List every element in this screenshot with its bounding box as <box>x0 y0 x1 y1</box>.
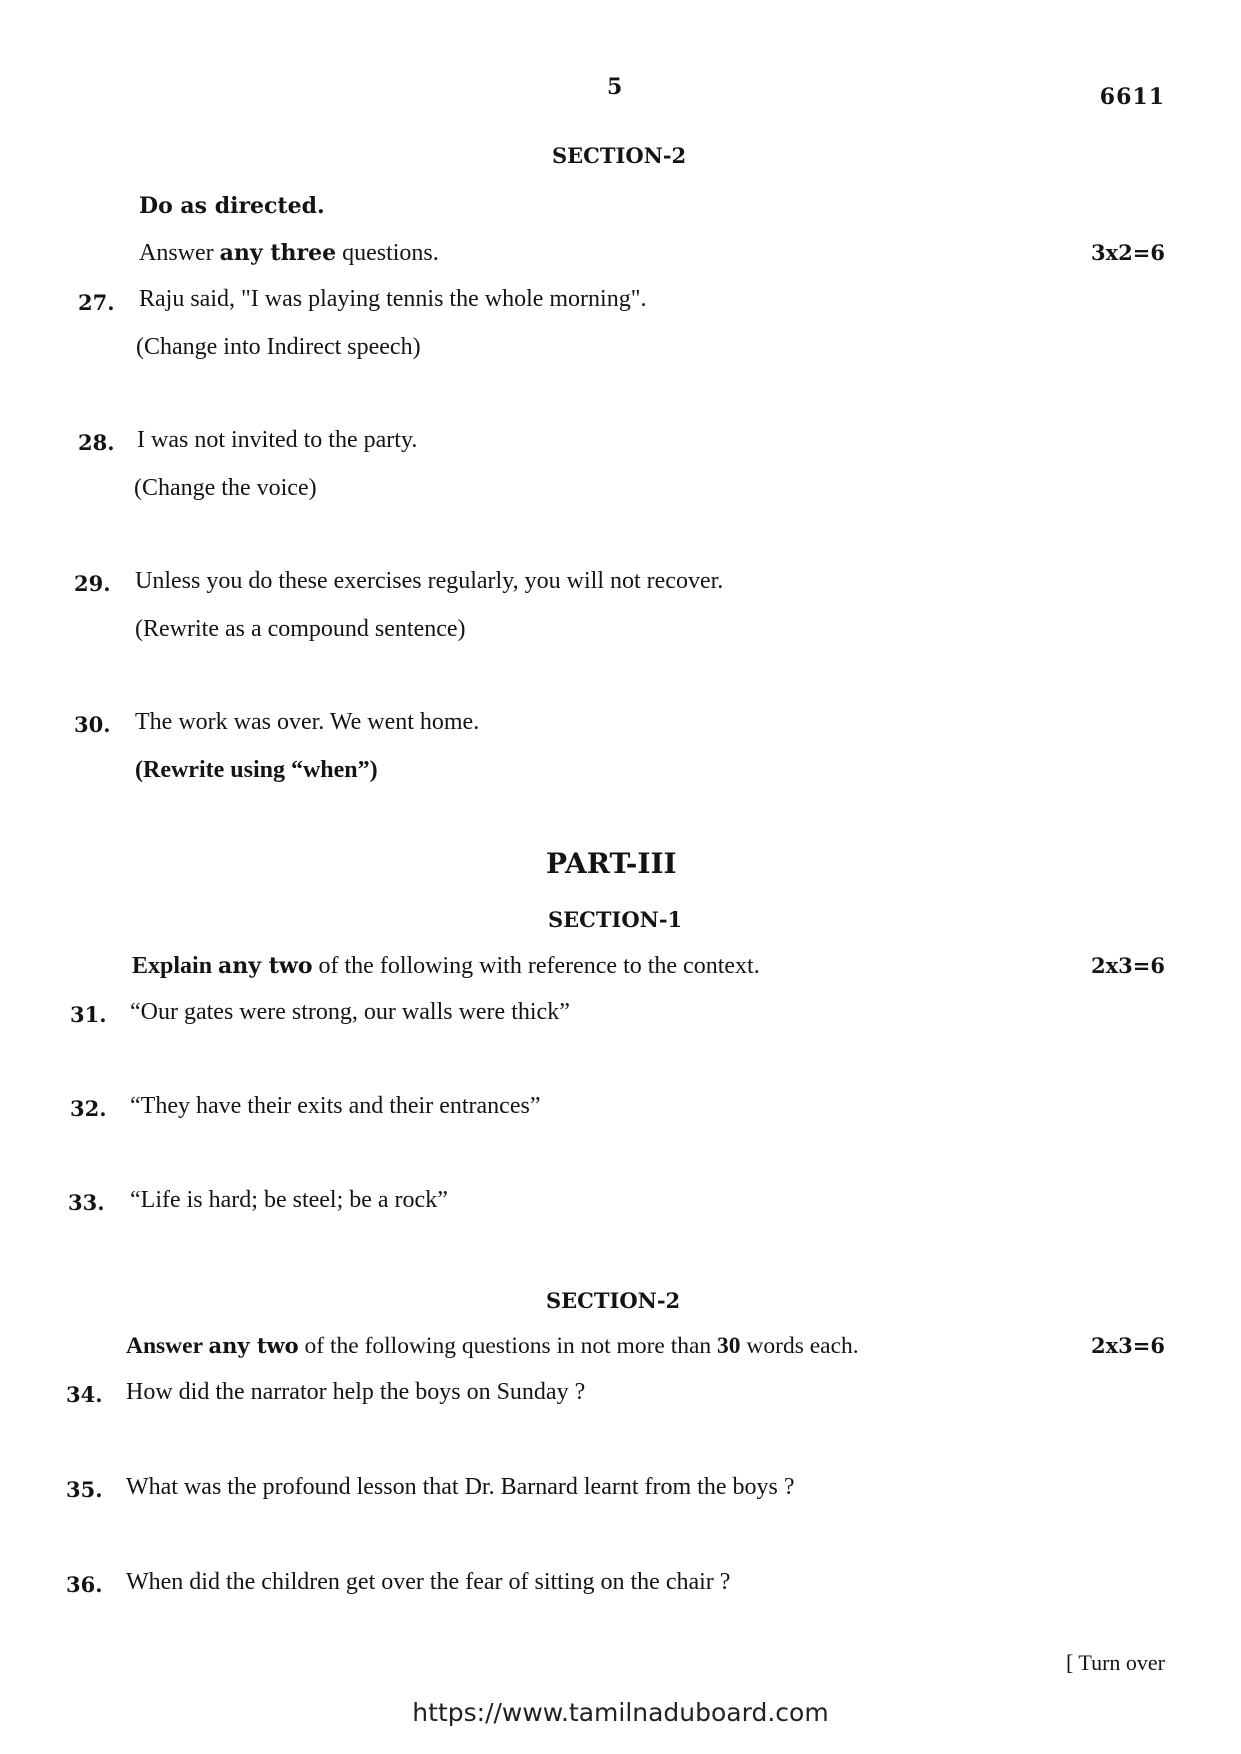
question-note: (Rewrite as a compound sentence) <box>135 616 466 642</box>
instruction-post: words each. <box>740 1333 859 1359</box>
question-number: 29. <box>74 571 111 596</box>
instruction-pre: Answer <box>139 240 220 266</box>
instruction-text <box>139 240 439 267</box>
section-title: SECTION-2 <box>546 1288 681 1313</box>
instruction-word-limit: 30 <box>717 1333 741 1359</box>
instruction-mid: of the following questions in not more than <box>298 1333 718 1359</box>
marks: 3x2=6 <box>1091 240 1165 265</box>
question-note: (Rewrite using “when”) <box>135 757 378 783</box>
question-text: “Life is hard; be steel; be a rock” <box>130 1187 448 1213</box>
website-url[interactable]: https://www.tamilnaduboard.com <box>412 1698 829 1727</box>
question-text: I was not invited to the party. <box>137 427 418 453</box>
question-text: What was the profound lesson that Dr. Barnard learnt from the boys ? <box>126 1474 795 1500</box>
question-number: 32. <box>70 1096 107 1121</box>
instruction-emphasis: any two <box>218 953 313 979</box>
instruction-text <box>126 1333 859 1360</box>
question-number: 30. <box>74 712 111 737</box>
section-title: SECTION-2 <box>552 143 687 168</box>
instruction-emphasis: any three <box>219 240 337 266</box>
turn-over-note: [ Turn over <box>1065 1650 1165 1675</box>
question-number: 34. <box>66 1382 103 1407</box>
question-number: 27. <box>78 290 115 315</box>
question-number: 35. <box>66 1477 103 1502</box>
section-title: SECTION-1 <box>548 907 683 932</box>
question-number: 33. <box>68 1190 105 1215</box>
marks: 2x3=6 <box>1091 953 1165 978</box>
question-text: “Our gates were strong, our walls were thick” <box>130 999 570 1025</box>
question-number: 28. <box>78 430 115 455</box>
question-text: Unless you do these exercises regularly, you will not recover. <box>135 568 724 594</box>
instruction-pre: Answer <box>126 1333 209 1359</box>
instruction-post: of the following with reference to the context. <box>312 953 760 979</box>
instruction-emphasis: any two <box>208 1333 299 1358</box>
page-number: 5 <box>607 74 623 100</box>
question-text: “They have their exits and their entrances” <box>130 1093 541 1119</box>
question-text: Raju said, "I was playing tennis the whole morning". <box>139 286 647 312</box>
part-title: PART-III <box>546 847 677 880</box>
instruction-post: questions. <box>336 240 439 266</box>
instruction-pre: Explain <box>132 953 219 979</box>
question-note: (Change into Indirect speech) <box>136 334 421 360</box>
question-note: (Change the voice) <box>134 475 317 501</box>
question-number: 31. <box>70 1002 107 1027</box>
question-text: The work was over. We went home. <box>135 709 480 735</box>
instruction-text <box>132 953 760 980</box>
question-text: How did the narrator help the boys on Sunday ? <box>126 1379 586 1405</box>
question-number: 36. <box>66 1572 103 1597</box>
question-text: When did the children get over the fear of sitting on the chair ? <box>126 1569 731 1595</box>
paper-code: 6611 <box>1099 84 1165 110</box>
direction-text: Do as directed. <box>139 193 325 219</box>
marks: 2x3=6 <box>1091 1333 1165 1358</box>
